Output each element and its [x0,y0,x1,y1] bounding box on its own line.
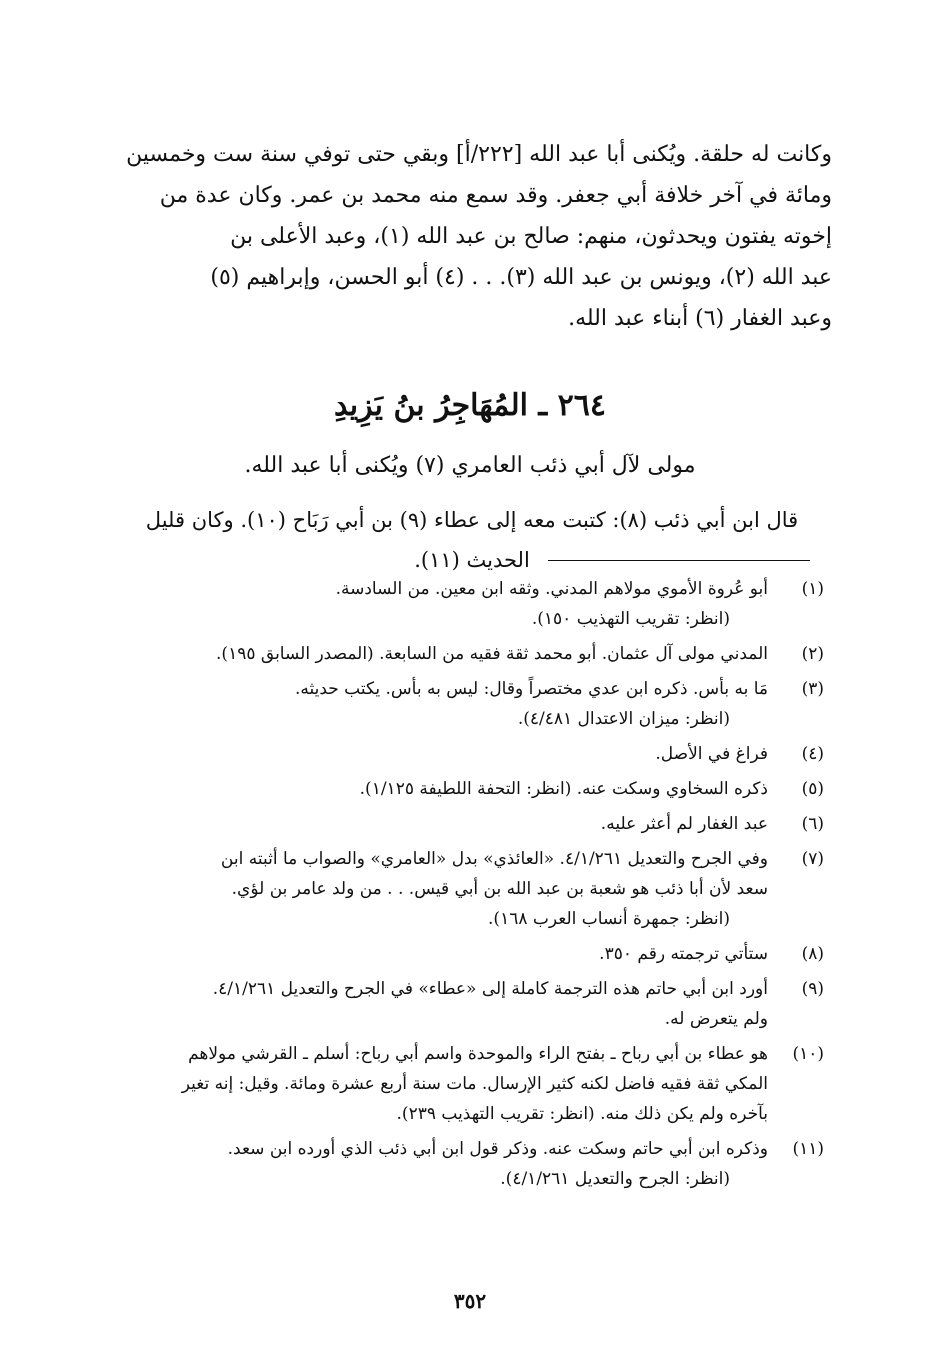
entry-quote: قال ابن أبي ذئب (٨): كتبت معه إلى عطاء (٩) بن أبي رَبَاح (١٠). وكان قليل الحديث (١١). [145,508,799,572]
footnote-line: مَا به بأس. ذكره ابن عدي مختصراً وقال: ليس به بأس. يكتب حديثه. [294,679,768,699]
footnote [118,1039,824,1129]
footnote-line: أورد ابن أبي حاتم هذه الترجمة كاملة إلى «عطاء» في الجرح والتعديل ٤/١/٢٦١. [212,979,768,999]
footnote-number: (٥) [801,779,824,799]
main-text-line: ومائة في آخر خلافة أبي جعفر. وقد سمع منه محمد بن عمر. وكان عدة من [159,183,832,208]
footnote [118,674,824,734]
footnote-number: (٧) [801,849,824,869]
footnote-line: ستأتي ترجمته رقم ٣٥٠. [599,944,768,964]
entry-title: ٢٦٤ ـ المُهَاجِرُ بنُ يَزِيدِ [334,388,606,423]
footnote [118,809,824,839]
footnote-number: (٨) [801,944,824,964]
footnote [118,974,824,1034]
footnote-text [118,1134,768,1194]
footnote [118,844,824,934]
main-text [112,134,832,339]
footnote-reference: (انظر: ميزان الاعتدال ٤/٤٨١). [517,709,730,729]
footnote-text [118,809,768,839]
page-number: ٣٥٢ [453,1289,487,1313]
footnote [118,739,824,769]
footnote-number: (١٠) [792,1044,824,1064]
footnote-line: وذكره ابن أبي حاتم وسكت عنه. وذكر قول ابن أبي ذئب الذي أورده ابن سعد. [227,1139,768,1159]
footnote [118,639,824,669]
main-text-line: وعبد الغفار (٦) أبناء عبد الله. [568,306,832,331]
footnote-line: بآخره ولم يكن ذلك منه. (انظر: تقريب التهذيب ٢٣٩). [396,1104,768,1124]
footnote-text [118,844,768,934]
footnote-line: سعد لأن أبا ذئب هو شعبة بن عبد الله بن أبي قيس. . . من ولد عامر بن لؤي. [231,879,768,899]
footnote-line: فراغ في الأصل. [655,744,768,764]
main-text-line: إخوته يفتون ويحدثون، منهم: صالح بن عبد الله (١)، وعبد الأعلى بن [230,224,832,249]
footnote-line: وفي الجرح والتعديل ٤/١/٢٦١. «العائذي» بدل «العامري» والصواب ما أثبته ابن [220,849,768,869]
footnote-reference: (انظر: الجرح والتعديل ٤/١/٢٦١). [500,1169,730,1189]
footnote [118,939,824,969]
footnote-number: (٢) [801,644,824,664]
footnote-text [118,939,768,969]
footnote-text [118,639,768,669]
footnote-text [118,774,768,804]
footnote-line: المدني مولى آل عثمان. أبو محمد ثقة فقيه من السابعة. (المصدر السابق ١٩٥). [216,644,768,664]
main-text-line: وكانت له حلقة. ويُكنى أبا عبد الله [٢٢٢/أ] وبقي حتى توفي سنة ست وخمسين [126,142,832,167]
footnote-number: (٣) [801,679,824,699]
footnote-reference: (انظر: جمهرة أنساب العرب ١٦٨). [488,909,730,929]
footnote-number: (٦) [801,814,824,834]
footnote-reference: (انظر: تقريب التهذيب ١٥٠). [531,609,730,629]
footnote-line: المكي ثقة فقيه فاضل لكنه كثير الإرسال. مات سنة أربع عشرة ومائة. وقيل: إنه تغير [181,1074,768,1094]
footnote-line: هو عطاء بن أبي رباح ـ بفتح الراء والموحدة واسم أبي رباح: أسلم ـ القرشي مولاهم [188,1044,768,1064]
entry-description: مولى لآل أبي ذئب العامري (٧) ويُكنى أبا عبد الله. [244,453,696,478]
footnote-number: (١) [801,579,824,599]
footnote-line: ذكره السخاوي وسكت عنه. (انظر: التحفة اللطيفة ١/١٢٥). [359,779,768,799]
footnote-line: ولم يتعرض له. [664,1009,768,1029]
footnote-divider [548,560,810,561]
footnote [118,774,824,804]
footnotes [118,574,824,1199]
footnote [118,574,824,634]
footnote-text [118,974,768,1034]
footnote-line: عبد الغفار لم أعثر عليه. [600,814,768,834]
footnote-number: (٤) [801,744,824,764]
footnote-text [118,574,768,634]
footnote [118,1134,824,1194]
footnote-text [118,674,768,734]
footnote-number: (٩) [801,979,824,999]
footnote-text [118,1039,768,1129]
main-text-line: عبد الله (٢)، ويونس بن عبد الله (٣). . . (٤) أبو الحسن، وإبراهيم (٥) [210,265,832,290]
footnote-line: أبو عُروة الأموي مولاهم المدني. وثقه ابن معين. من السادسة. [335,579,768,599]
footnote-number: (١١) [792,1139,824,1159]
footnote-text [118,739,768,769]
